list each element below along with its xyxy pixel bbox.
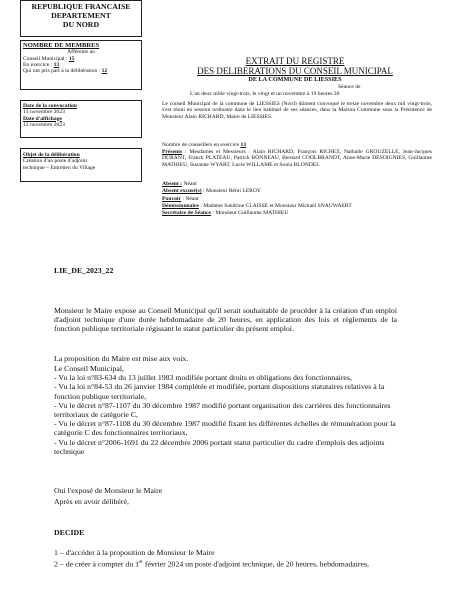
extract-title-2: DES DELIBERATIONS DU CONSEIL MUNICIPAL: [197, 66, 393, 76]
members-participe: [21, 68, 141, 74]
absent-label: Absent :: [162, 181, 183, 187]
seance-date-line: L'an deux mille vingt-trois, le vingt et un novembre à 19 heures 30: [190, 91, 340, 97]
members-exercice-label: En exercice :: [23, 62, 54, 68]
members-title: NOMBRE DE MEMBRES: [23, 42, 100, 49]
decide-item-2-end: février 2024 un poste d'adjoint technique, de 20 heures, hebdomadaires,: [142, 559, 369, 569]
pouvoir-text: : Néant: [180, 196, 199, 202]
objet-box: [20, 148, 142, 182]
convocation-value: 13 novembre 2023: [23, 109, 65, 116]
demission-text: : Madame Sandrine CLAISSE et Monsieur Mickaël SNAUWAERT: [198, 203, 352, 209]
decide-item-1: 1 – d'accéder à la proposition de Monsieur le Maire: [54, 548, 215, 557]
members-afferents: Afférents au: [67, 49, 95, 56]
apres-deliberation-line: Après en avoir délibéré,: [54, 497, 129, 506]
presents-label: Présents: [162, 149, 183, 155]
members-participe-label: Qui ont pris part à la délibération :: [23, 68, 102, 75]
convocation-title: Date de la convocation: [23, 103, 77, 109]
excuses-label: Absent excusé(s): [162, 188, 202, 194]
nombre-value: 13: [240, 142, 247, 148]
extract-title-block: [160, 56, 430, 84]
body-considerations: [54, 364, 397, 456]
secretaire-label: Secrétaire de Séance: [162, 210, 211, 216]
pouvoir-label: Pouvoir: [162, 196, 181, 202]
session-intro: Le conseil Municipal de la commune de LIESSIES (Nord) dûment convoqué le treize novembre deux mil vingt-trois, s'est réuni en session ordinaire dans le lieu habituel de ses séances, dans la Maison Commune sous la Présidence de Monsieur Alain RICHARD, Maire de LIESSIES.: [162, 101, 432, 120]
objet-line-1: Création d'un poste d'adjoint: [23, 158, 88, 165]
body-line-2: - Vu la loi n°84-53 du 26 janvier 1984 complétée et modifiée, portant dispositions statutaires relatives à la fonction publique territoriale,: [54, 382, 385, 401]
secretaire-text: : Monsieur Guillaume MATHIEU: [210, 210, 289, 216]
nombre-label: Nombre de conseillers en exercice: [162, 142, 241, 148]
nombre-conseillers: [162, 142, 246, 148]
affichage-title: Date d'affichage: [23, 115, 62, 122]
republic-line-2: DEPARTEMENT: [51, 11, 111, 21]
decide-heading: DECIDE: [54, 528, 85, 537]
presents-paragraph: [162, 149, 432, 168]
excuses-text: : Monsieur Rémi LEROY: [201, 188, 261, 194]
objet-title: Objet de la délibération: [23, 152, 80, 158]
body-paragraph-2: La proposition du Maire est mise aux voix.: [54, 354, 189, 363]
republic-line-3: DU NORD: [62, 20, 100, 30]
body-paragraph-1: Monsieur le Maire expose au Conseil Municipal qu'il serait souhaitable de procéder à la création d'un emploi d'adjoint technique d'une durée hebdomadaire de 20 heures, en application des lois et règlements de la fonction publique territoriale régissant le statut particulier du présent emploi.: [54, 306, 397, 334]
presents-text: : Mesdames et Messieurs : Alain RICHARD, François RICHEZ, Nathalie GROUZELLE, Jean-Jacques DURANT, Franck PLATEAU, Patrick BONNEAU, Bernard COOLBRANDT, Anne-Marie DESOIGNIES, Guillaume MATHIEU, Suzanne WYART, Lucie WILLAME et Sonia BLONDEL: [162, 149, 432, 168]
absent-line: [162, 181, 197, 187]
objet-line-2: technique – Entretien du Village: [23, 164, 96, 171]
decide-item-2-sup: er: [139, 560, 143, 565]
members-participe-value: 12: [101, 68, 108, 75]
affichage-value: 13 novembre 2023: [23, 121, 65, 128]
extract-title-1: EXTRAIT DU REGISTRE: [245, 56, 345, 66]
decide-item-2: [54, 558, 397, 569]
members-box: [20, 40, 142, 90]
members-exercice-value: 13: [53, 62, 60, 68]
demission-line: [162, 203, 352, 209]
deliberation-reference: LIE_DE_2023_22: [54, 266, 114, 275]
dates-box: [20, 100, 142, 138]
extract-title-3: DE LA COMMUNE DE LIESSIES: [248, 76, 342, 83]
decide-item-2-start: 2 – de créer à compter du 1: [54, 559, 140, 569]
republic-header-box: [20, 0, 142, 37]
members-conseil-value: 15: [68, 55, 75, 62]
republic-line-1: REPUBLIQUE FRANCAISE: [31, 2, 131, 11]
members-conseil-label: Conseil Municipal :: [23, 55, 69, 62]
oui-expose-line: Oui l'exposé de Monsieur le Maire: [54, 486, 163, 495]
demission-label: Démissionnaire: [162, 203, 199, 209]
excuses-line: [162, 188, 261, 194]
body-line-5: - Vu le décret n°2006-1691 du 22 décembre 2006 portant statut particulier du cadre d'emplois des adjoints technique: [54, 437, 385, 456]
pouvoir-line: [162, 196, 199, 202]
body-line-4: - Vu le décret n°87-1108 du 30 décembre 1987 modifié fixant les différentes échelles de rémunération pour la catégorie C des fonctionnaires territoriaux,: [54, 419, 396, 438]
secretaire-line: [162, 210, 288, 216]
body-line-3: - Vu le décret n°87-1107 du 30 décembre 1987 modifié portant organisation des carrières des fonctionnaires territoriaux de catégorie C,: [54, 400, 391, 420]
body-line-0: Le Conseil Municipal,: [54, 364, 124, 373]
seance-label: Séance de: [338, 84, 361, 90]
body-line-1: - Vu la loi n°83-634 du 13 juillet 1983 modifiée portant droits et obligations des fonctionnaires,: [54, 373, 352, 383]
absent-text: Néant: [182, 181, 197, 187]
